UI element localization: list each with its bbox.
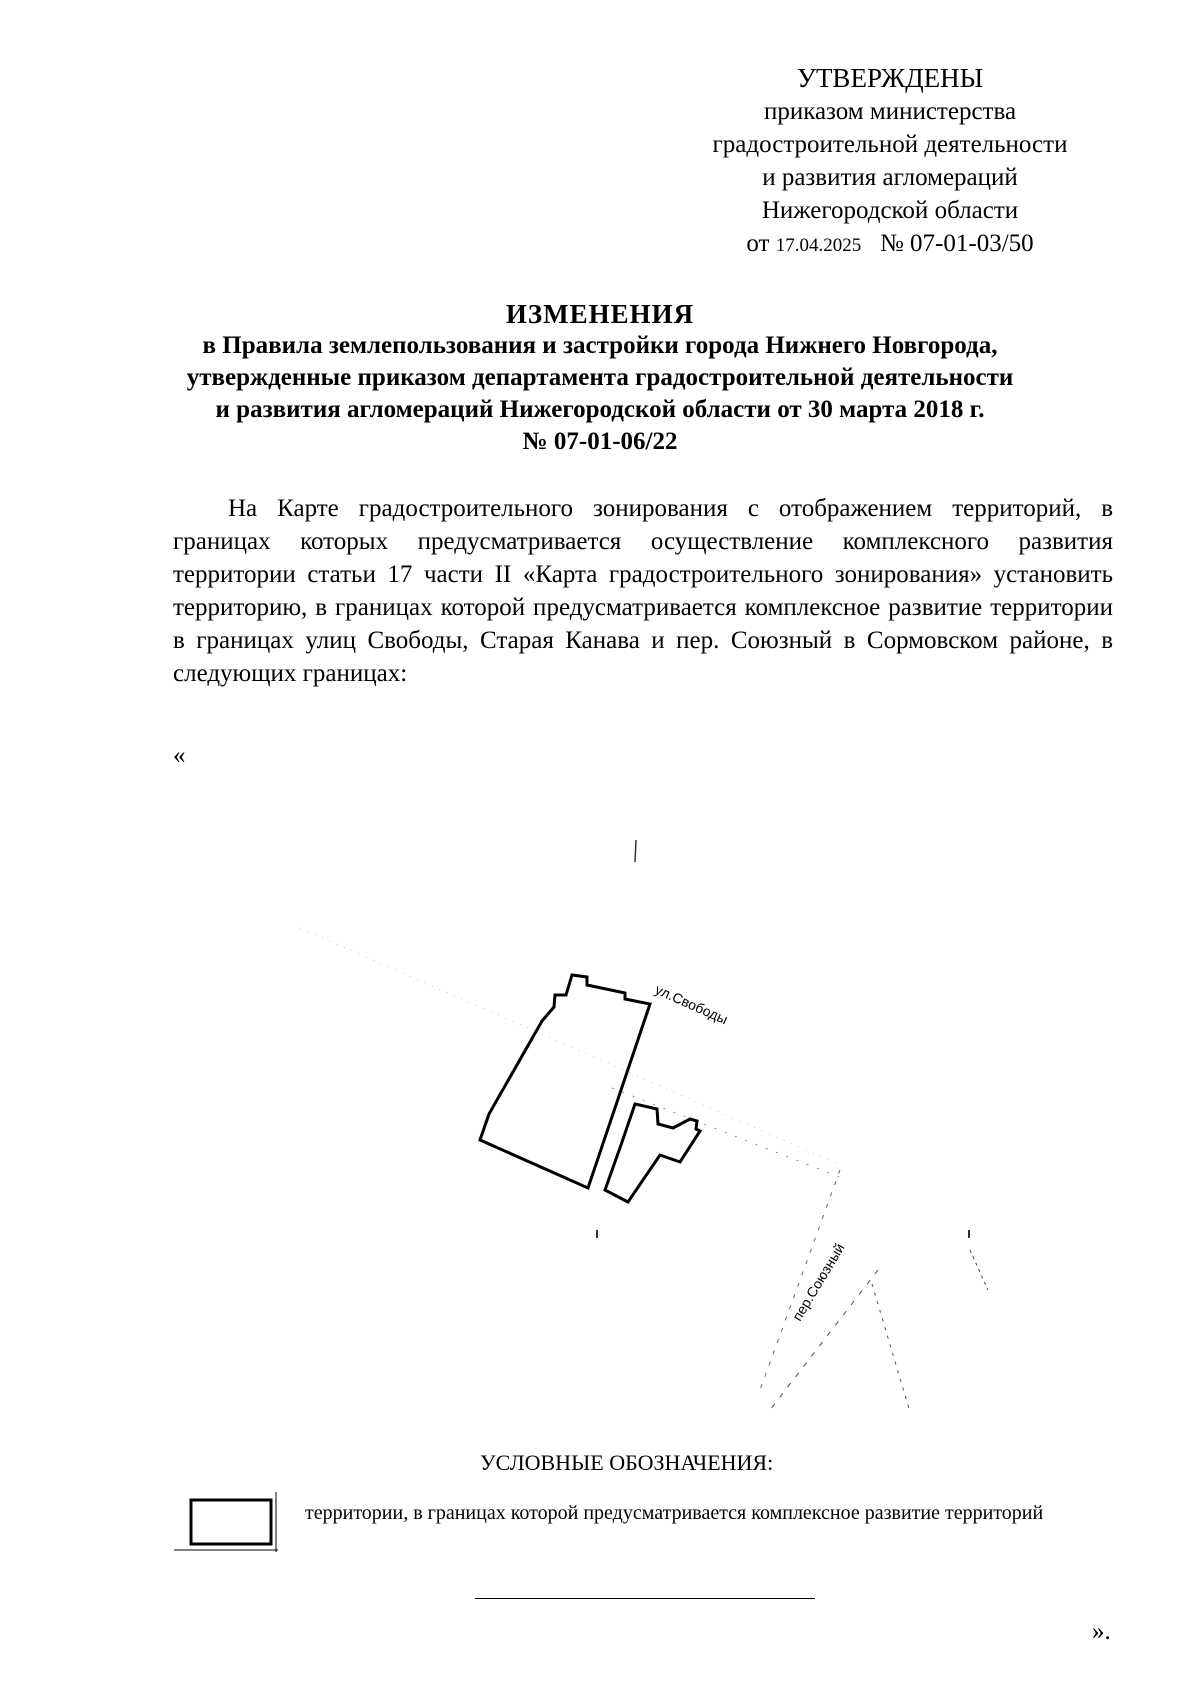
approval-date-number	[660, 227, 1120, 262]
body-paragraph: На Карте градостроительного зонирования с отображением территорий, в границах которых предусматривается осуществление комплексного развития территории статьи 17 части II «Карта градостроительного зонирования» установить территорию, в границах которой предусматривается комплексное развитие территории в границах улиц Свободы, Старая Канава и пер. Союзный в Сормовском районе, в следующих границах:	[173, 495, 1113, 687]
krt-boundary-secondary	[605, 1104, 700, 1202]
approval-date: 17.04.2025	[775, 235, 862, 256]
title-line-3: и развития агломераций Нижегородской области от 30 марта 2018 г.	[215, 396, 985, 423]
approval-line-region: Нижегородской области	[761, 197, 1019, 224]
krt-boundary-main	[480, 975, 650, 1188]
street-label-soyuzny: пер.Союзный	[788, 1240, 848, 1324]
title-heading: ИЗМЕНЕНИЯ	[505, 299, 695, 329]
legend-item-text: территории, в границах которой предусматривается комплексное развитие территорий	[305, 1502, 1044, 1524]
approval-date-prefix: от	[746, 230, 770, 257]
territory-map	[0, 820, 1200, 1420]
end-rule	[475, 1598, 815, 1599]
approval-line-agglomeration: и развития агломераций	[762, 164, 1018, 191]
approval-line-order: приказом министерства	[763, 98, 1017, 125]
approval-heading: УТВЕРЖДЕНЫ	[796, 63, 984, 93]
legend-boundary-swatch	[174, 1492, 278, 1552]
approval-block	[660, 62, 1120, 262]
title-line-2: утвержденные приказом департамента градостроительной деятельности	[186, 364, 1014, 391]
title-line-1: в Правила землепользования и застройки города Нижнего Новгорода,	[202, 332, 998, 359]
legend-title: УСЛОВНЫЕ ОБОЗНАЧЕНИЯ:	[480, 1450, 774, 1475]
approval-number: № 07-01-03/50	[879, 230, 1034, 257]
map-background-lines	[300, 840, 988, 1412]
document-title	[150, 298, 1050, 458]
quote-open: «	[173, 742, 186, 769]
title-line-4: № 07-01-06/22	[522, 428, 678, 455]
quote-close: ».	[1092, 1618, 1111, 1645]
approval-line-ministry: градостроительной деятельности	[712, 131, 1068, 158]
street-label-svobody: ул.Свободы	[652, 981, 731, 1028]
